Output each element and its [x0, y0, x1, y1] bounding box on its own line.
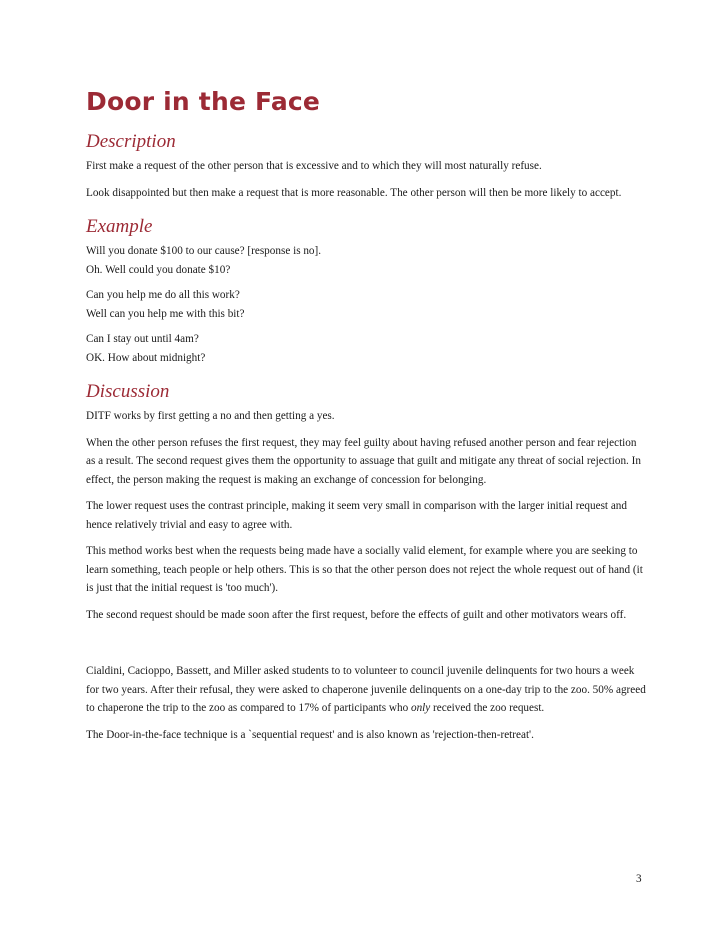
example-3-line-1: Can I stay out until 4am? — [86, 333, 199, 345]
discussion-paragraph-6 — [86, 662, 646, 718]
description-heading: Description — [86, 131, 176, 152]
example-2-line-1: Can you help me do all this work? — [86, 289, 240, 301]
description-paragraph-2: Look disappointed but then make a request that is more reasonable. The other person will then be more likely to accept. — [86, 186, 622, 199]
discussion-paragraph-1: DITF works by first getting a no and then getting a yes. — [86, 410, 335, 422]
example-3-line-2: OK. How about midnight? — [86, 351, 206, 364]
page-number: 3 — [636, 873, 642, 885]
example-section — [86, 216, 646, 367]
discussion-paragraph-5: The second request should be made soon after the first request, before the effects of guilt and other motivators wears off. — [86, 608, 627, 621]
discussion-paragraph-6-text-b: received the zoo request. — [430, 702, 545, 714]
page-title: Door in the Face — [86, 87, 321, 116]
example-1-line-2: Oh. Well could you donate $10? — [86, 263, 231, 276]
example-1 — [86, 242, 646, 279]
example-1-line-1: Will you donate $100 to our cause? [response is no]. — [86, 245, 322, 257]
discussion-section — [86, 381, 646, 744]
discussion-heading: Discussion — [86, 381, 170, 402]
page-content — [86, 86, 646, 744]
discussion-paragraph-6-emphasis: only — [410, 702, 431, 714]
example-3 — [86, 330, 646, 367]
description-paragraph-1: First make a request of the other person that is excessive and to which they will most naturally refuse. — [86, 160, 542, 172]
discussion-paragraph-6-text-a: Cialdini, Cacioppo, Bassett, and Miller asked students to to volunteer to council juvenile delinquents for two hours a week for two years. After their refusal, they were asked to chaperone juvenile delinquents on a one-day trip to the zoo. 50% agreed to chaperone the trip to the zoo as compared to 17% of participants who — [86, 665, 646, 714]
discussion-paragraph-2: When the other person refuses the first request, they may feel guilty about having refused another person and fear rejection as a result. The second request gives them the opportunity to assuage that guilt and mitigate any threat of social rejection. In effect, the person making the request is making an exchange of concession for belonging. — [86, 436, 641, 486]
discussion-paragraph-4: This method works best when the requests being made have a socially valid element, for example where you are seeking to learn something, teach people or help others. This is so that the other person does not reject the whole request out of hand (it is just that the initial request is 'too much'). — [86, 545, 643, 594]
description-section — [86, 131, 646, 202]
example-2 — [86, 286, 646, 323]
discussion-paragraph-3: The lower request uses the contrast principle, making it seem very small in comparison with the larger initial request and hence relatively trivial and easy to agree with. — [86, 500, 627, 531]
example-2-line-2: Well can you help me with this bit? — [86, 307, 245, 320]
discussion-paragraph-7: The Door-in-the-face technique is a `sequential request' and is also known as 'rejection-then-retreat'. — [86, 728, 534, 741]
example-heading: Example — [86, 216, 153, 237]
